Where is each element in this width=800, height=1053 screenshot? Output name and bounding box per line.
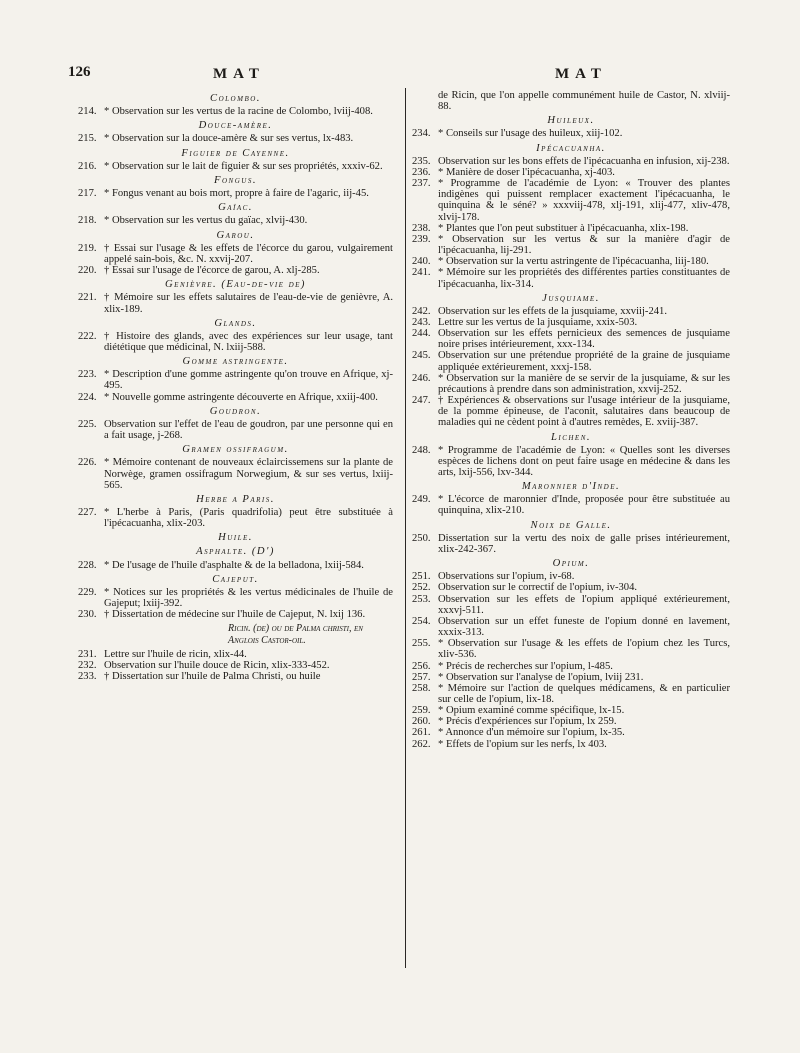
entry-number: 221. [78,292,97,304]
entry-number: 218. [78,215,97,227]
entry-text: Observation sur l'huile douce de Ricin, xlix-333-452. [104,659,330,671]
entry-number: 244. [412,328,431,340]
entry-text: * L'herbe à Paris, (Paris quadrifolia) peut être substituée à l'ipécacuanha, xlix-203. [104,507,393,530]
index-entry [78,292,393,314]
entry-number: 238. [412,222,431,234]
index-entry [412,306,730,317]
entry-text: * Opium examiné comme spécifique, lx-15. [438,705,625,717]
index-entry [412,594,730,616]
entry-text: * Observation sur l'analyse de l'opium, lviij 231. [438,671,644,683]
entry-number: 235. [412,155,431,167]
entry-text: Dissertation sur la vertu des noix de galle prises intérieurement, xlix-242-367. [438,532,730,555]
entry-number: 249. [412,494,431,506]
entry-number: 261. [412,727,431,739]
entry-number: 219. [78,242,97,254]
entry-number: 248. [412,444,431,456]
right-column [412,90,730,750]
section-heading: Ipécacuanha. [536,142,606,154]
section-heading: Herbe a Paris. [196,493,275,505]
entry-number: 226. [78,457,97,469]
index-entry [412,683,730,705]
index-entry [412,223,730,234]
entry-number: 228. [78,559,97,571]
index-entry [412,128,730,139]
index-entry [412,494,730,516]
index-entry [412,638,730,660]
index-entry [78,587,393,609]
entry-number: 240. [412,256,431,268]
index-entry [78,243,393,265]
section-heading: Opium. [552,558,590,570]
entry-number: 242. [412,305,431,317]
entry-text: † Mémoire sur les effets salutaires de l'eau-de-vie de genièvre, A. xlix-189. [104,292,393,315]
section-heading: Gaïac. [218,202,253,214]
entry-text: * Mémoire contenant de nouveaux éclaircissemens sur la plante de Norwège, gramen ossifragum Norwegium, & sur ses vertus, lxiij-565. [104,457,393,491]
entry-text: * Fongus venant au bois mort, propre à faire de l'agaric, iij-45. [104,188,369,200]
index-entry [78,331,393,353]
entry-text: * Notices sur les propriétés & les vertus médicinales de l'huile de Gajeput; lxiij-392. [104,586,393,610]
entry-number: 236. [412,166,431,178]
index-entry [78,609,393,620]
index-entry [412,256,730,267]
index-entry [78,392,393,403]
index-entry [78,265,393,276]
index-entry [78,560,393,571]
index-entry [412,445,730,478]
entry-text: * Observation sur la douce-amère & sur ses vertus, lx-483. [104,133,354,145]
entry-number: 257. [412,671,431,683]
index-entry [78,671,393,682]
entry-text: * Observation sur la manière de se servir de la jusquiame, & sur les précautions à prendre dans son administration, xxvij-252. [438,372,730,395]
entry-text: * Programme de l'académie de Lyon: « Trouver des plantes indigènes qui puissent remplacer exactement l'ipécacuanha, le quinquina & le séné? » xxxviij-478, xlj-191, xlij-477, xliv-478, xlvij-178. [438,178,730,223]
running-head-right: MAT [555,66,607,82]
entry-text: * Observation sur les vertus du gaïac, xlvij-430. [104,215,308,227]
index-entry [78,161,393,172]
entry-text: * Conseils sur l'usage des huileux, xiij-102. [438,128,623,140]
entry-number: 254. [412,615,431,627]
entry-text: Lettre sur l'huile de ricin, xlix-44. [104,648,247,660]
entry-number: 231. [78,648,97,660]
column-divider [405,88,406,968]
entry-number: 246. [412,372,431,384]
index-entry [412,739,730,750]
entry-number: 245. [412,350,431,362]
section-heading: Figuier de Cayenne. [181,147,290,159]
entry-text: Observation sur un effet funeste de l'opium donné en lavement, xxxix-313. [438,615,730,639]
entry-number: 225. [78,418,97,430]
entry-text: * Observation sur la vertu astringente de l'ipécacuanha, liij-180. [438,256,709,268]
entry-number: 250. [412,532,431,544]
entry-text: Observation sur une prétendue propriété de la graine de jusquiame appliquée extérieurement, xxxj-158. [438,350,730,373]
section-heading: Glands. [214,317,257,329]
entry-number: 256. [412,660,431,672]
entry-number: 252. [412,582,431,594]
entry-number: 217. [78,188,97,200]
entry-number: 227. [78,507,97,518]
index-entry [412,616,730,638]
entry-number: 251. [412,571,431,583]
entry-text: Lettre sur les vertus de la jusquiame, xxix-503. [438,316,638,328]
section-heading: Douce-amère. [198,120,273,132]
entry-number: 255. [412,638,431,650]
entry-text: * Observation sur l'usage & les effets de l'opium chez les Turcs, xliv-536. [438,638,730,661]
entry-text: * Mémoire sur l'action de quelques médicamens, & en particulier sur celle de l'opium, lix-18. [438,682,730,705]
entry-number: 243. [412,316,431,328]
entry-text: * Observation sur les vertus de la racine de Colombo, lviij-408. [104,106,373,118]
index-entry [412,328,730,350]
index-entry [78,369,393,391]
section-heading: Maronnier d'Inde. [521,481,621,493]
entry-text: † Essai sur l'usage de l'écorce de garou, A. xlj-285. [104,265,320,277]
entry-number: 214. [78,106,97,118]
section-heading: Cajeput. [212,573,259,585]
index-entry [78,133,393,144]
index-entry [412,705,730,716]
index-entry [412,672,730,683]
index-entry [78,649,393,660]
entry-number: 220. [78,265,97,277]
entry-text: de Ricin, que l'on appelle communément huile de Castor, N. xlviij-88. [438,90,730,113]
left-column [78,90,393,682]
entry-text: Observations sur l'opium, iv-68. [438,571,575,583]
entry-number: 241. [412,267,431,279]
section-heading: Colombo. [210,93,261,104]
index-entry [412,267,730,289]
entry-text: † Essai sur l'usage & les effets de l'écorce du garou, vulgairement appelé sain-bois, &c. N. xxvij-207. [104,242,393,265]
entry-number: 259. [412,705,431,717]
entry-number: 223. [78,369,97,381]
section-heading: Garou. [216,229,255,241]
entry-text: * Mémoire sur les propriétés des différentes parties constituantes de l'ipécacuanha, lix-314. [438,267,730,290]
index-entry [412,178,730,223]
entry-text: Observation sur les effets pernicieux des semences de jusquiame noire prises intérieurement, xxx-134. [438,328,730,351]
index-entry [412,571,730,582]
entry-number: 230. [78,609,97,621]
entry-text: * Précis d'expériences sur l'opium, lx 259. [438,716,617,728]
entry-text: * Description d'une gomme astringente qu'on trouve en Afrique, xj-495. [104,369,393,392]
entry-number: 224. [78,391,97,403]
section-heading: Gramen ossifragum. [182,444,289,456]
entry-number: 233. [78,671,97,683]
entry-text: * Manière de doser l'ipécacuanha, xj-403. [438,166,615,178]
entry-number: 239. [412,233,431,245]
index-entry [412,234,730,256]
page-number: 126 [68,64,91,80]
section-heading: Jusquiame. [542,292,600,304]
section-heading: Asphalte. (D') [196,546,275,558]
index-entry [412,167,730,178]
entry-number: 258. [412,682,431,694]
entry-text: * L'écorce de maronnier d'Inde, proposée pour être substituée au quinquina, xlix-210. [438,494,730,517]
entry-text: Observation sur les effets de la jusquiame, xxviij-241. [438,305,667,317]
entry-text: † Dissertation de médecine sur l'huile de Cajeput, N. lxij 136. [104,609,366,621]
index-entry [412,727,730,738]
entry-number: 232. [78,659,97,671]
index-entry [78,457,393,490]
section-heading: Gomme astringente. [182,356,289,368]
entry-number: 247. [412,395,431,407]
entry-text: * Nouvelle gomme astringente découverte en Afrique, xxiij-400. [104,391,378,403]
section-heading: Goudron. [209,405,262,417]
index-entry [78,660,393,671]
entry-text: † Dissertation sur l'huile de Palma Christi, ou huile [104,671,321,683]
index-entry [412,90,730,112]
running-head-left: MAT [213,66,265,82]
index-entry [412,395,730,428]
entry-text: * Effets de l'opium sur les nerfs, lx 403. [438,738,607,750]
index-entry [78,419,393,441]
section-heading: Lichen. [550,431,592,443]
index-entry [412,156,730,167]
entry-text: Observation sur les bons effets de l'ipécacuanha en infusion, xij-238. [438,155,730,167]
entry-number: 215. [78,133,97,145]
entry-text: Observation sur les effets de l'opium appliqué extérieurement, xxxvj-511. [438,593,730,616]
section-heading: Fongus. [214,174,257,186]
section-heading: Noix de Galle. [530,519,612,531]
entry-text: * De l'usage de l'huile d'asphalte & de la belladona, lxiij-584. [104,559,364,571]
section-heading: Huileux. [547,115,595,127]
section-heading: Huile. [218,532,253,544]
index-entry [412,350,730,372]
entry-text: * Précis de recherches sur l'opium, l-485. [438,660,613,672]
index-entry [412,716,730,727]
index-entry [78,215,393,226]
entry-number: 216. [78,160,97,172]
index-entry [412,533,730,555]
entry-number: 237. [412,178,431,190]
index-entry [412,373,730,395]
index-entry [78,106,393,117]
entry-text: * Observation sur les vertus & sur la manière d'agir de l'ipécacuanha, lij-291. [438,233,730,257]
entry-text: † Expériences & observations sur l'usage intérieur de la jusquiame, de la pomme épineuse, de l'aconit, salutaires dans beaucoup de maladies qui ne cèdent point à d'autres remèdes, E. xviij-387. [438,395,730,429]
index-entry [78,507,393,529]
entry-text: * Programme de l'académie de Lyon: « Quelles sont les diverses espèces de lichens dont on peut faire usage en médecine & dans les arts, lxij-556, lxv-344. [438,444,730,478]
entry-number: 260. [412,716,431,728]
entry-text: * Observation sur le lait de figuier & sur ses propriétés, xxxiv-62. [104,160,383,172]
entry-number: 222. [78,330,97,342]
entry-text: * Plantes que l'on peut substituer à l'ipécacuanha, xlix-198. [438,222,689,234]
entry-text: Observation sur l'effet de l'eau de goudron, par une personne qui en a fait usage, j-268. [104,418,393,442]
entry-number: 229. [78,586,97,598]
entry-number: 253. [412,593,431,605]
index-entry [412,661,730,672]
entry-text: † Histoire des glands, avec des expériences sur leur usage, tant diététique que médicinal, N. lxiij-588. [104,330,393,353]
index-entry [78,188,393,199]
entry-text: Observation sur le correctif de l'opium, iv-304. [438,582,638,594]
entry-text: * Annonce d'un mémoire sur l'opium, lx-35. [438,727,625,739]
index-entry [412,317,730,328]
index-entry [412,582,730,593]
section-heading: Genièvre. (Eau-de-vie de) [165,279,306,291]
entry-number: 234. [412,128,431,140]
section-heading: Ricin. (de) ou de Palma christi, en Anglois Castor-oil. [228,623,363,646]
entry-number: 262. [412,738,431,750]
